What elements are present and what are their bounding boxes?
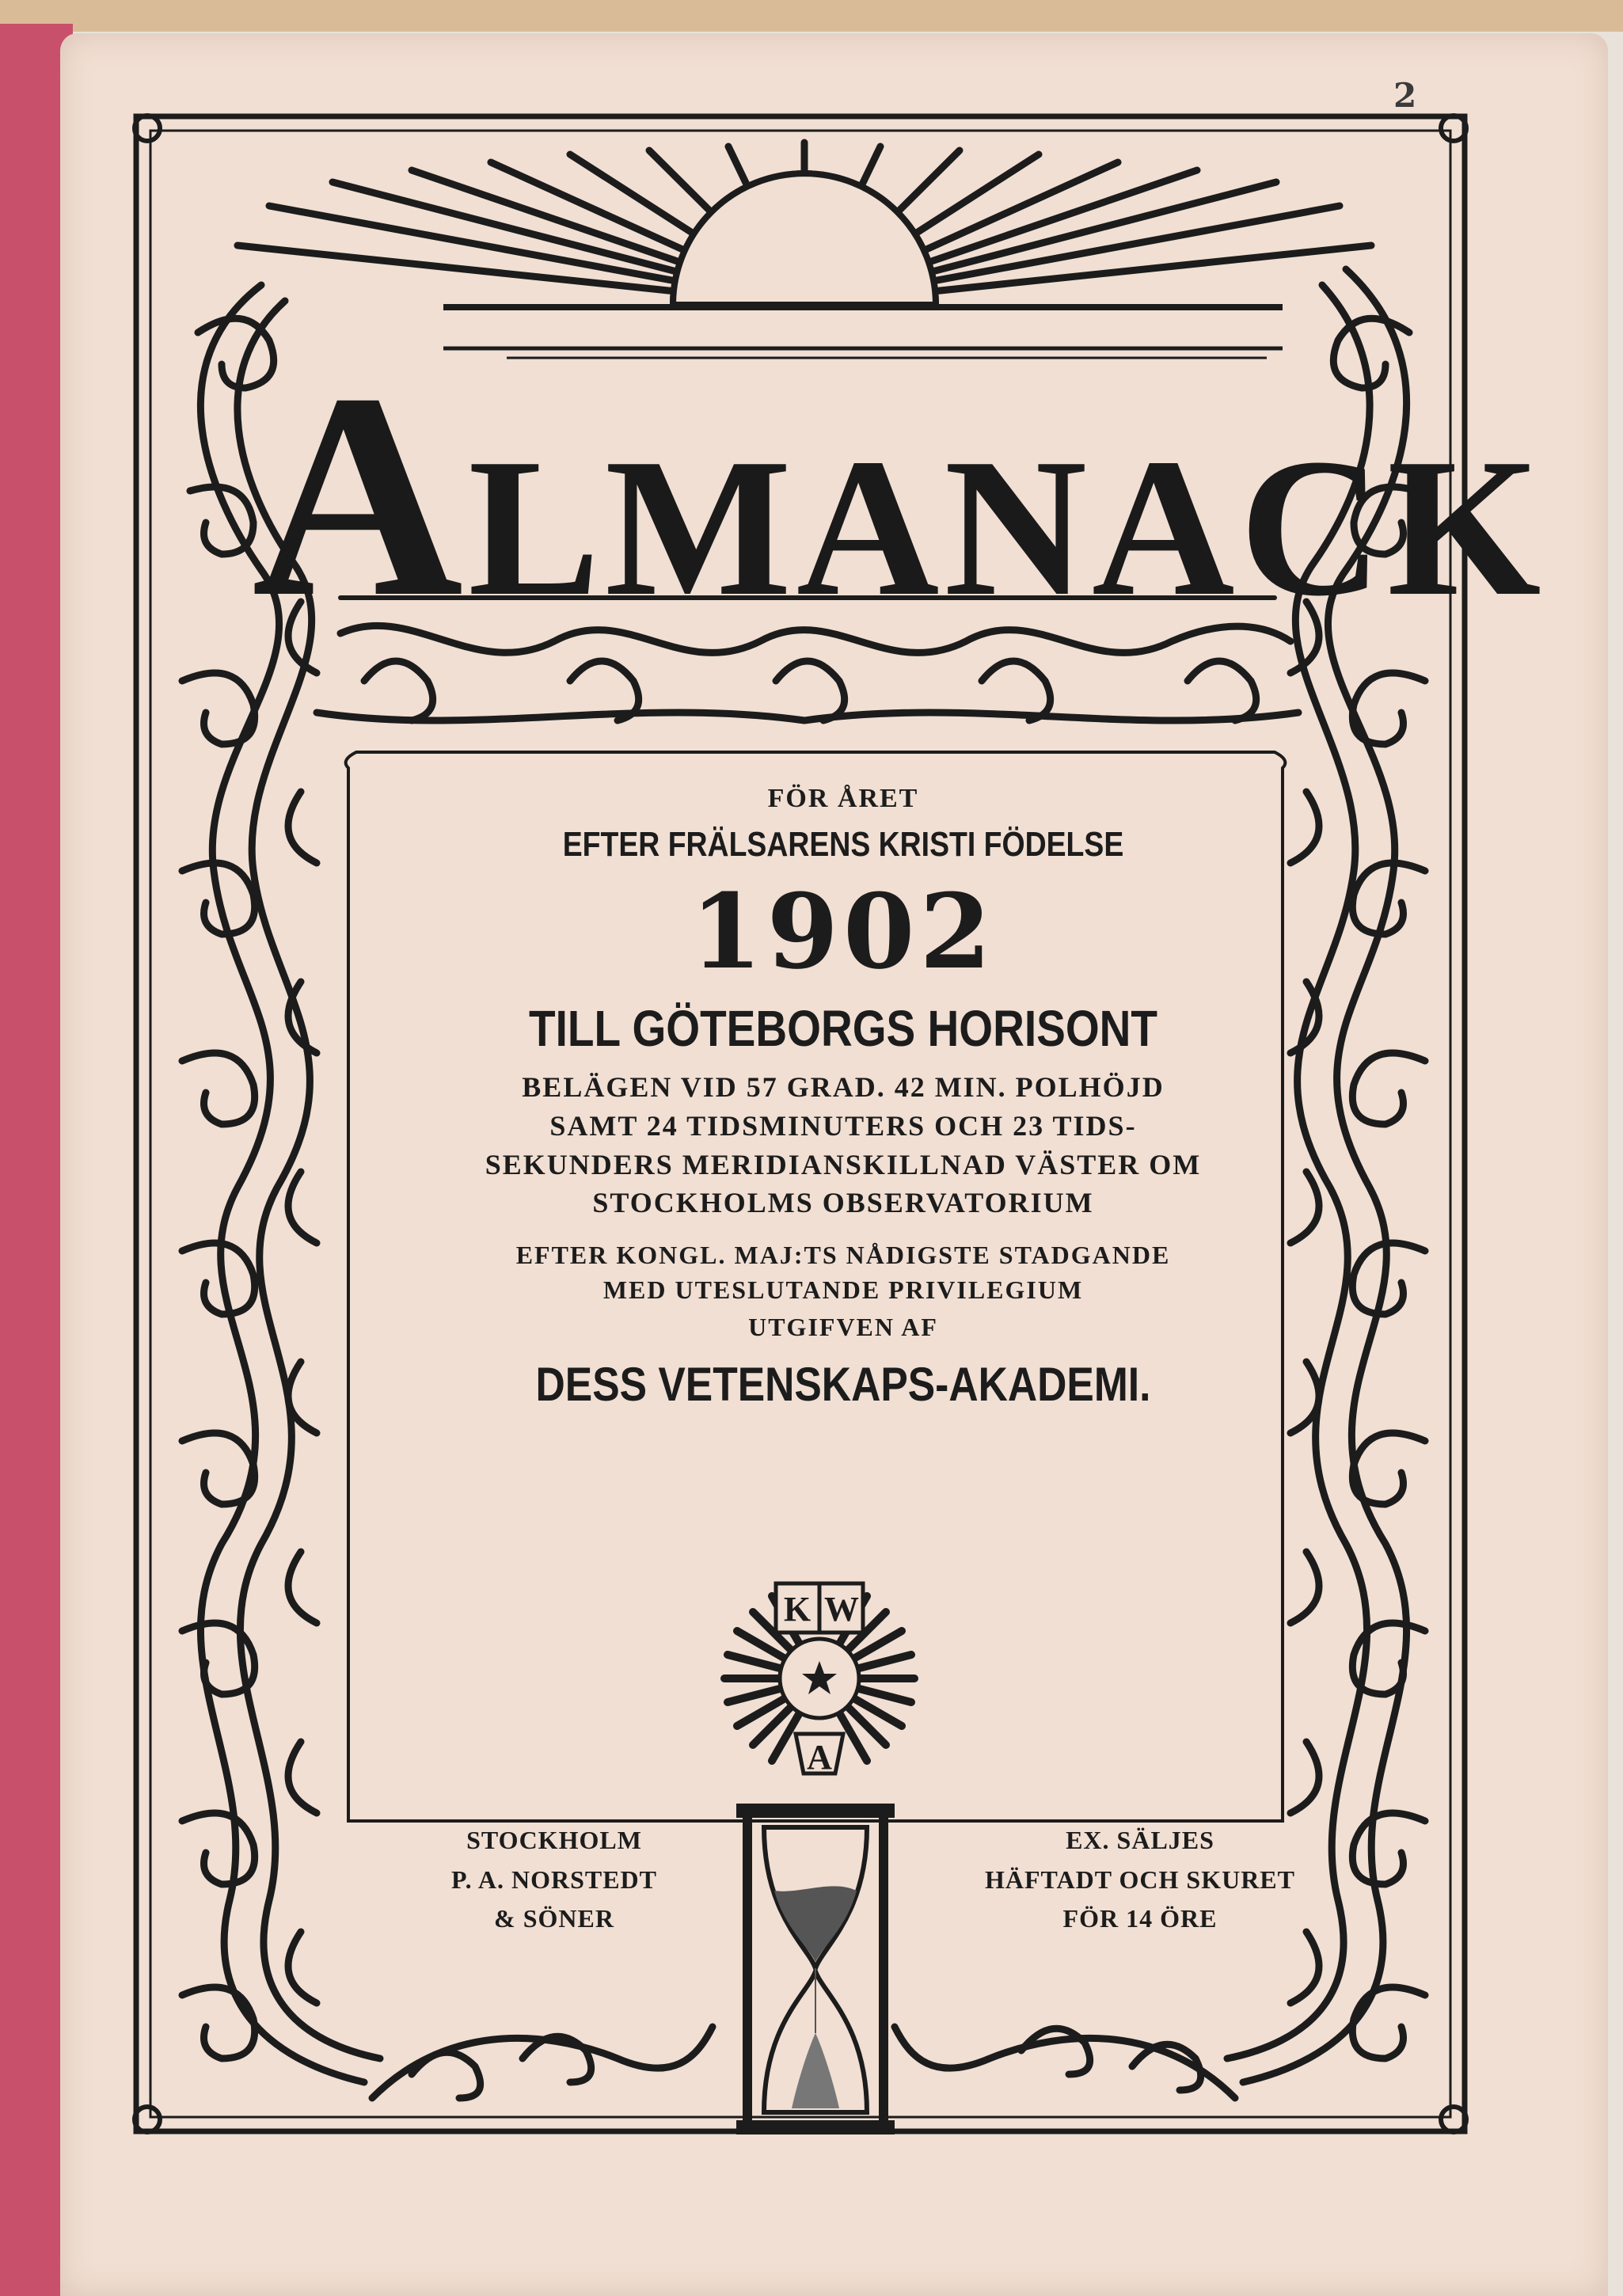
publisher-name: P. A. NORSTEDT <box>451 1865 657 1894</box>
academy-sunburst-emblem <box>716 1576 922 1781</box>
hourglass-icon <box>728 1796 903 2144</box>
sale-line-1: EX. SÄLJES <box>1066 1826 1214 1854</box>
decree-line-2: MED UTESLUTANDE PRIVILEGIUM <box>602 1275 1084 1304</box>
location-line-2: SAMT 24 TIDSMINUTERS OCH 23 TIDS- <box>549 1109 1137 1142</box>
sale-block <box>970 1821 1310 1939</box>
title-initial: A <box>252 333 469 658</box>
sale-line-3: FÖR 14 ÖRE <box>1062 1904 1218 1933</box>
emblem-letter-w: W <box>824 1590 859 1629</box>
publisher-city: STOCKHOLM <box>466 1826 642 1854</box>
almanack-title <box>252 333 1546 658</box>
decree-line-1: EFTER KONGL. MAJ:TS NÅDIGSTE STADGANDE <box>515 1241 1171 1270</box>
horizon-heading: TILL GÖTEBORGS HORISONT <box>528 1000 1158 1057</box>
emblem-letter-k: K <box>783 1590 812 1629</box>
publisher-sons: & SÖNER <box>494 1904 614 1933</box>
for-year-line: FÖR ÅRET <box>767 784 919 813</box>
sale-line-2: HÄFTADT OCH SKURET <box>985 1865 1295 1894</box>
published-by-line: UTGIFVEN AF <box>748 1313 938 1342</box>
location-line-4: STOCKHOLMS OBSERVATORIUM <box>592 1187 1094 1219</box>
after-birth-line: EFTER FRÄLSARENS KRISTI FÖDELSE <box>562 825 1124 864</box>
page-number: 2 <box>1393 76 1417 115</box>
title-rest: LMANACK <box>468 418 1546 637</box>
location-line-1: BELÄGEN VID 57 GRAD. 42 MIN. POLHÖJD <box>522 1071 1165 1103</box>
year-heading: 1902 <box>690 871 996 992</box>
location-line-3: SEKUNDERS MERIDIANSKILLNAD VÄSTER OM <box>485 1148 1202 1180</box>
academy-heading: DESS VETENSKAPS-AKADEMI. <box>535 1357 1151 1411</box>
publisher-block <box>428 1821 681 1939</box>
sunrise-illustration <box>238 143 1371 358</box>
title-page-text <box>333 784 1354 1412</box>
emblem-letter-a: A <box>807 1738 832 1777</box>
